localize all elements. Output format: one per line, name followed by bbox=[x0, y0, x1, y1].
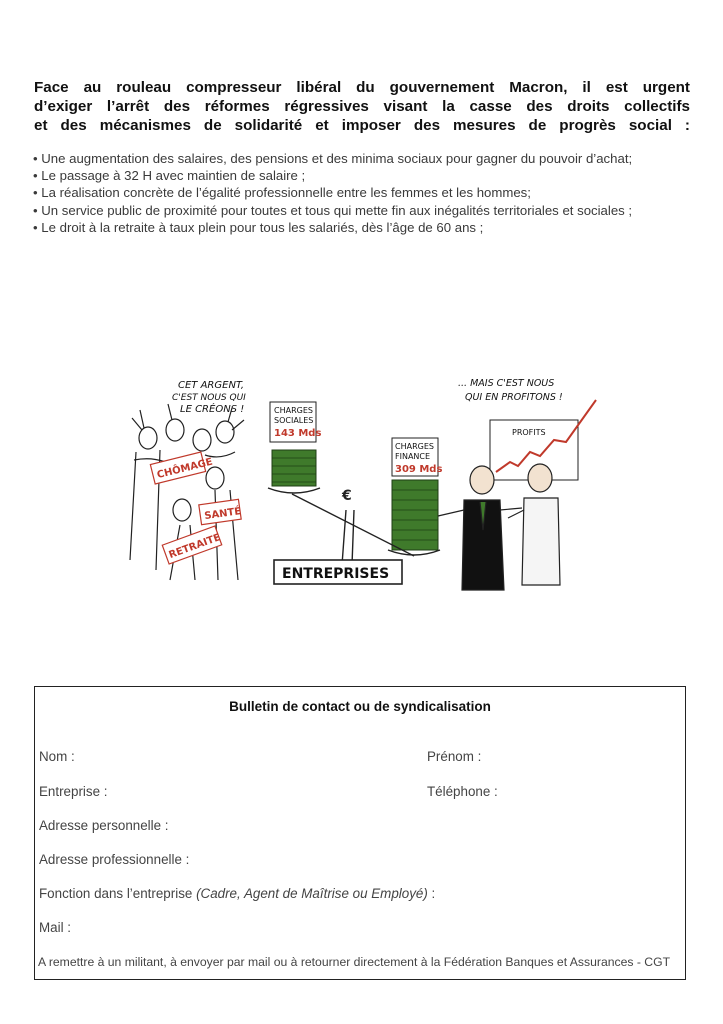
euro-symbol: € bbox=[342, 488, 352, 504]
demand-item: • Un service public de proximité pour toutes et tous qui mette fin aux inégalités territoriales et sociales ; bbox=[33, 202, 633, 218]
field-fonction[interactable] bbox=[39, 886, 435, 901]
field-telephone[interactable]: Téléphone : bbox=[427, 784, 498, 799]
speech-left-line-2: C'EST NOUS QUI bbox=[172, 393, 246, 403]
form-footer-note: A remettre à un militant, à envoyer par mail ou à retourner directement à la Fédération Banques et Assurances - CGT bbox=[38, 955, 671, 969]
sign-retraite bbox=[162, 526, 222, 564]
speech-left-line-3: LE CRÉONS ! bbox=[180, 404, 245, 415]
svg-text:SOCIALES: SOCIALES bbox=[274, 416, 314, 425]
money-stack-finance bbox=[392, 480, 438, 550]
form-title: Bulletin de contact ou de syndicalisation bbox=[229, 699, 491, 714]
demand-item: • Le droit à la retraite à taux plein pour tous les salariés, dès l’âge de 60 ans ; bbox=[33, 219, 484, 235]
speech-right-line-2: QUI EN PROFITONS ! bbox=[465, 392, 563, 403]
sign-sante bbox=[199, 499, 242, 524]
fonction-colon: : bbox=[427, 886, 436, 901]
label-charges-sociales bbox=[270, 402, 321, 442]
svg-text:FINANCE: FINANCE bbox=[395, 452, 431, 461]
intro-line-1: Face au rouleau compresseur libéral du gouvernement Macron, il est urgent bbox=[34, 79, 690, 96]
fonction-hint: (Cadre, Agent de Maîtrise ou Employé) bbox=[196, 886, 428, 901]
svg-text:309 Mds: 309 Mds bbox=[395, 464, 443, 475]
field-nom[interactable]: Nom : bbox=[39, 749, 75, 764]
intro-paragraph bbox=[34, 78, 690, 135]
field-prenom[interactable]: Prénom : bbox=[427, 749, 482, 764]
intro-line-3: et des mécanismes de solidarité et imposer des mesures de progrès social : bbox=[34, 117, 690, 134]
demand-item: • Le passage à 32 H avec maintien de salaire ; bbox=[33, 168, 306, 184]
svg-text:CHARGES: CHARGES bbox=[274, 406, 313, 415]
intro-line-2: d’exiger l’arrêt des réformes régressives visant la casse des droits collectifs bbox=[34, 98, 690, 115]
field-mail[interactable]: Mail : bbox=[39, 920, 71, 935]
demand-item: • La réalisation concrète de l’égalité professionnelle entre les femmes et les hommes; bbox=[33, 185, 531, 201]
svg-text:RETRAITE: RETRAITE bbox=[167, 532, 223, 562]
svg-text:SANTÉ: SANTÉ bbox=[203, 506, 242, 523]
field-entreprise[interactable]: Entreprise : bbox=[39, 784, 108, 799]
demand-item: • Une augmentation des salaires, des pensions et des minima sociaux pour gagner du pouvoir d’achat; bbox=[33, 151, 633, 166]
svg-text:143 Mds: 143 Mds bbox=[274, 428, 322, 439]
field-adresse-personnelle[interactable]: Adresse personnelle : bbox=[39, 818, 169, 833]
label-entreprises bbox=[274, 560, 402, 584]
businessmen-drawing bbox=[438, 464, 560, 590]
speech-left-line-1: CET ARGENT, bbox=[178, 380, 245, 391]
contact-form bbox=[34, 686, 686, 980]
demands-list bbox=[33, 150, 703, 236]
svg-text:CHARGES: CHARGES bbox=[395, 442, 434, 451]
svg-text:ENTREPRISES: ENTREPRISES bbox=[282, 566, 390, 582]
speech-right-line-1: ... MAIS C'EST NOUS bbox=[458, 378, 555, 389]
label-charges-finance bbox=[392, 438, 442, 476]
cartoon-illustration bbox=[120, 360, 600, 600]
svg-text:CHÔMAGE: CHÔMAGE bbox=[155, 456, 214, 482]
money-stack-sociales bbox=[272, 450, 316, 486]
svg-text:PROFITS: PROFITS bbox=[512, 428, 546, 437]
field-adresse-professionnelle[interactable]: Adresse professionnelle : bbox=[39, 852, 190, 867]
fonction-label: Fonction dans l’entreprise bbox=[39, 886, 193, 901]
